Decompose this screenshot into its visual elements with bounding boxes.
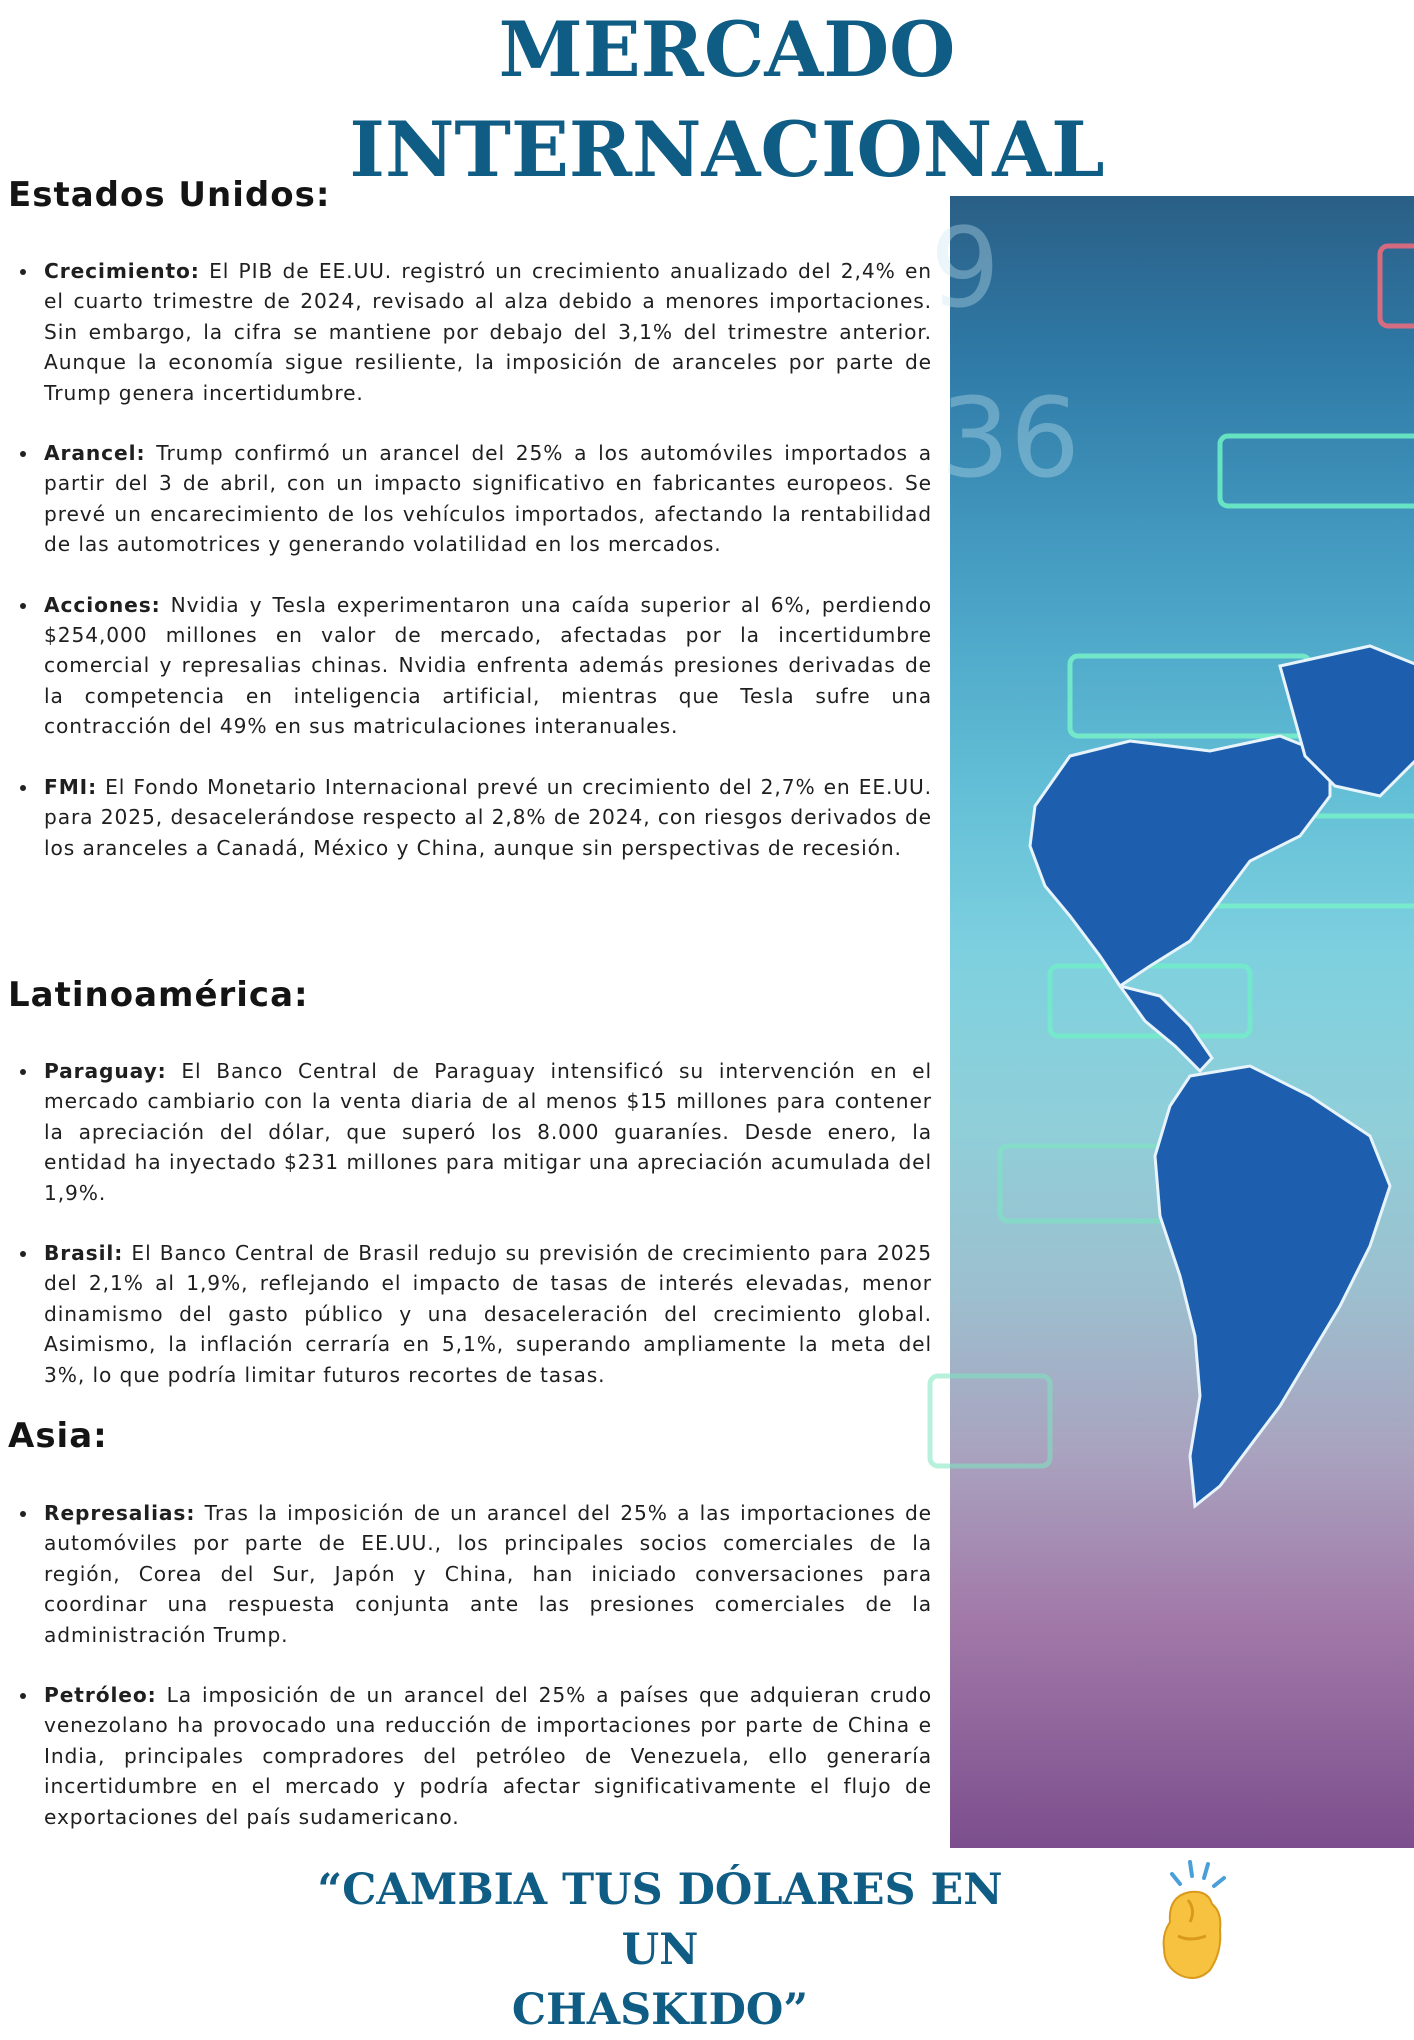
title-line-1: MERCADO: [498, 5, 956, 94]
latam-list: [8, 1056, 932, 1420]
list-item: [8, 256, 932, 408]
list-item: [8, 1238, 932, 1390]
list-item: [8, 1056, 932, 1208]
item-text: Tras la imposición de un arancel del 25% a las importaciones de automóviles por parte de EE.UU., los principales socios comerciales de la región, Corea del Sur, Japón y China, han iniciado conversaciones para coordinar una respuesta conjunta ante las presiones comerciales de la administración Trump.: [44, 1501, 932, 1647]
glow-box: [930, 1376, 1050, 1466]
item-label: Acciones:: [44, 592, 161, 617]
slogan-line-1: “CAMBIA TUS DÓLARES EN UN: [317, 1865, 1003, 1975]
title-line-2: INTERNACIONAL: [349, 105, 1105, 194]
asia-list: [8, 1498, 932, 1862]
item-label: Petróleo:: [44, 1683, 157, 1708]
item-label: Paraguay:: [44, 1059, 167, 1083]
list-item: [8, 772, 932, 863]
ticker-digits: 36: [940, 374, 1080, 502]
item-text: El Fondo Monetario Internacional prevé un crecimiento del 2,7% en EE.UU. para 2025, desacelerándose respecto al 2,8% de 2024, con riesgos derivados de los aranceles a Canadá, México y China, aunque sin perspectivas de recesión.: [44, 774, 932, 860]
list-item: [8, 1680, 932, 1832]
page-title: [0, 0, 1414, 200]
finger-snap-icon: [1150, 1852, 1240, 1984]
item-text: El Banco Central de Paraguay intensificó su intervención en el mercado cambiario con la venta diaria de al menos $15 millones para contener la apreciación del dólar, que superó los 8.000 guaraníes. Desde enero, la entidad ha inyectado $231 millones para mitigar una apreciación acumulada del 1,9%.: [44, 1059, 932, 1205]
list-item: [8, 590, 932, 742]
glow-box: [1070, 656, 1310, 736]
item-text: El PIB de EE.UU. registró un crecimiento anualizado del 2,4% en el cuarto trimestre de 2024, revisado al alza debido a menores importaciones. Sin embargo, la cifra se mantiene por debajo del 3,1% del trimestre anterior. Aunque la economía sigue resiliente, la imposición de aranceles por parte de Trump genera incertidumbre.: [44, 259, 932, 405]
list-item: [8, 1498, 932, 1650]
section-heading-usa: Estados Unidos:: [8, 175, 331, 215]
usa-list: [8, 256, 932, 893]
list-item: [8, 438, 932, 560]
central-america-shape: [1120, 986, 1212, 1071]
item-text: La imposición de un arancel del 25% a países que adquieran crudo venezolano ha provocado una reducción de importaciones por parte de China e India, principales compradores del petróleo de Venezuela, ello generaría incertidumbre en el mercado y podría afectar significativamente el flujo de exportaciones del país sudamericano.: [44, 1683, 932, 1829]
section-heading-latam: Latinoamérica:: [8, 975, 309, 1015]
glow-box: [1380, 246, 1414, 326]
south-america-shape: [1155, 1066, 1390, 1506]
section-heading-asia: Asia:: [8, 1416, 108, 1456]
item-label: Brasil:: [44, 1241, 124, 1266]
item-text: El Banco Central de Brasil redujo su previsión de crecimiento para 2025 del 2,1% al 1,9%, reflejando el impacto de tasas de interés elevadas, menor dinamismo del gasto público y una desaceleración del crecimiento global. Asimismo, la inflación cerraría en 5,1%, superando ampliamente la meta del 3%, lo que podría limitar futuros recortes de tasas.: [44, 1241, 932, 1387]
slogan: [300, 1860, 1020, 2040]
glow-box: [1220, 436, 1414, 506]
slogan-line-2: CHASKIDO”: [511, 1985, 809, 2035]
item-label: FMI:: [44, 774, 98, 799]
item-text: Trump confirmó un arancel del 25% a los automóviles importados a partir del 3 de abril, con un impacto significativo en fabricantes europeos. Se prevé un encarecimiento de los vehículos importados, afectando la rentabilidad de las automotrices y generando volatilidad en los mercados.: [44, 441, 932, 557]
item-label: Arancel:: [44, 441, 146, 466]
item-text: Nvidia y Tesla experimentaron una caída superior al 6%, perdiendo $254,000 millones en valor de mercado, afectadas por la incertidumbre comercial y represalias chinas. Nvidia enfrenta además presiones derivadas de la competencia en inteligencia artificial, mientras que Tesla sufre una contracción del 49% en sus matriculaciones interanuales.: [44, 592, 932, 739]
ticker-digits: 9: [930, 204, 1000, 332]
item-label: Represalias:: [44, 1501, 196, 1525]
world-map-graphic: [930, 196, 1414, 1848]
world-map-image: [930, 196, 1414, 1848]
north-america-shape: [1030, 736, 1330, 986]
item-label: Crecimiento:: [44, 259, 200, 283]
